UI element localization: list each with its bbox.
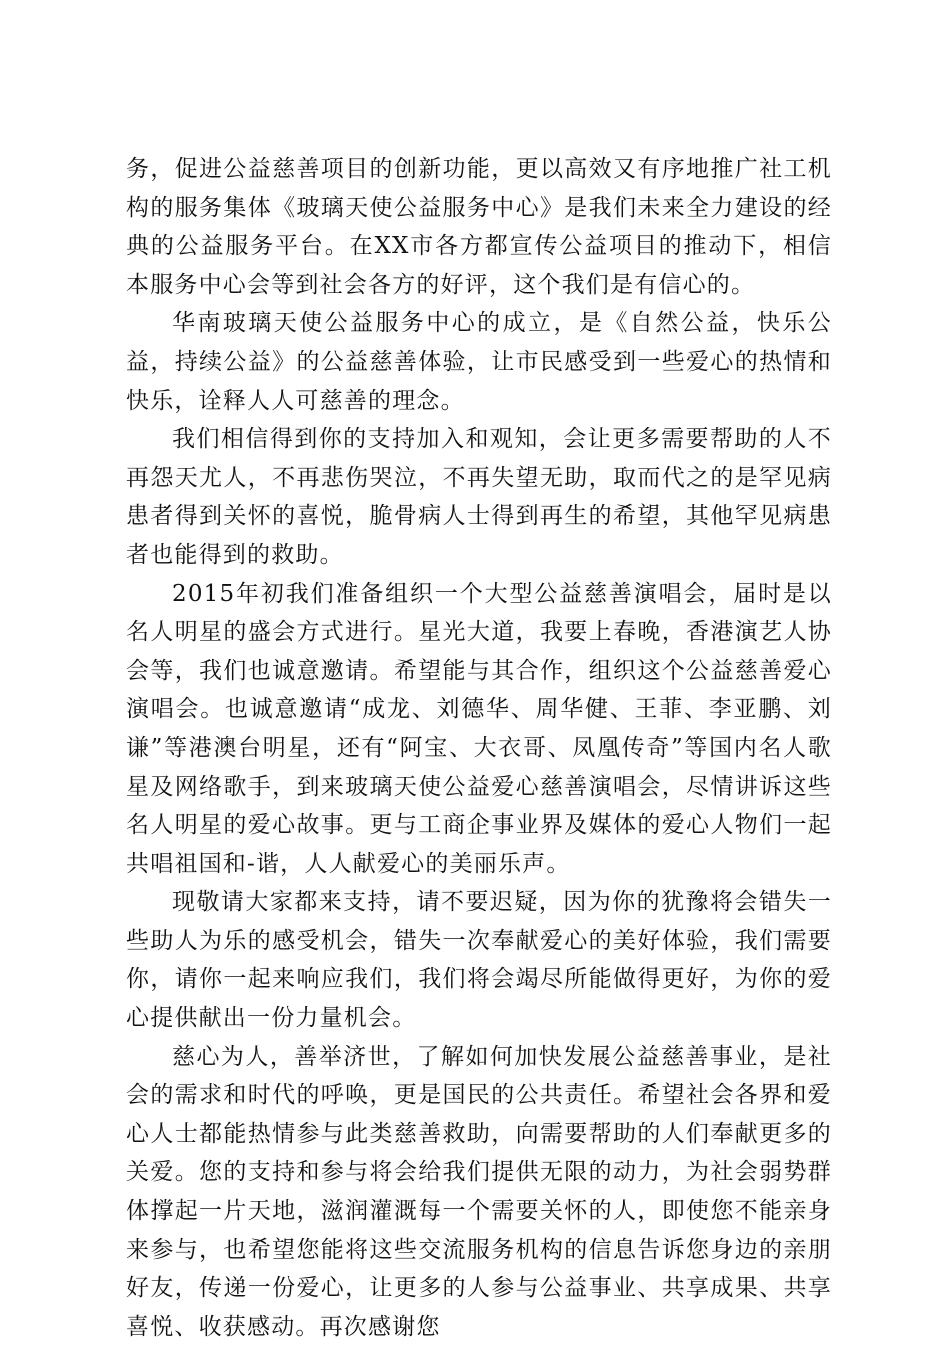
paragraph-1: 务，促进公益慈善项目的创新功能，更以高效又有序地推广社工机构的服务集体《玻璃天使公益服务中心》是我们未来全力建设的经典的公益服务平台。在XX市各方都宣传公益项目的推动下，相信本服务中心会等到社会各方的好评，这个我们是有信心的。: [126, 156, 832, 298]
paragraph-4: 2015年初我们准备组织一个大型公益慈善演唱会，届时是以名人明星的盛会方式进行。星光大道，我要上春晚，香港演艺人协会等，我们也诚意邀请。希望能与其合作，组织这个公益慈善爱心演唱会。也诚意邀请“成龙、刘德华、周华健、王菲、李亚鹏、刘谦”等港澳台明星，还有“阿宝、大衣哥、凤凰传奇”等国内名人歌星及网络歌手，到来玻璃天使公益爱心慈善演唱会，尽情讲诉这些名人明星的爱心故事。更与工商企事业界及媒体的爱心人物们一起共唱祖国和-谐，人人献爱心的美丽乐声。: [126, 580, 832, 877]
paragraph-3: 我们相信得到你的支持加入和观知，会让更多需要帮助的人不再怨天尤人，不再悲伤哭泣，不再失望无助，取而代之的是罕见病患者得到关怀的喜悦，脆骨病人士得到再生的希望，其他罕见病患者也能得到的救助。: [126, 426, 832, 568]
paragraph-2: 华南玻璃天使公益服务中心的成立，是《自然公益，快乐公益，持续公益》的公益慈善体验，让市民感受到一些爱心的热情和快乐，诠释人人可慈善的理念。: [126, 310, 832, 414]
document-body: [126, 150, 832, 1346]
paragraph-5: 现敬请大家都来支持，请不要迟疑，因为你的犹豫将会错失一些助人为乐的感受机会，错失一次奉献爱心的美好体验，我们需要你，请你一起来响应我们，我们将会竭尽所能做得更好，为你的爱心提供献出一份力量机会。: [126, 889, 832, 1032]
paragraph-6: 慈心为人，善举济世，了解如何加快发展公益慈善事业，是社会的需求和时代的呼唤，更是国民的公共责任。希望社会各界和爱心人士都能热情参与此类慈善救助，向需要帮助的人们奉献更多的关爱。您的支持和参与将会给我们提供无限的动力，为社会弱势群体撑起一片天地，滋润灌溉每一个需要关怀的人，即使您不能亲身来参与，也希望您能将这些交流服务机构的信息告诉您身边的亲朋好友，传递一份爱心，让更多的人参与公益事业、共享成果、共享喜悦、收获感动。再次感谢您: [126, 1043, 832, 1340]
